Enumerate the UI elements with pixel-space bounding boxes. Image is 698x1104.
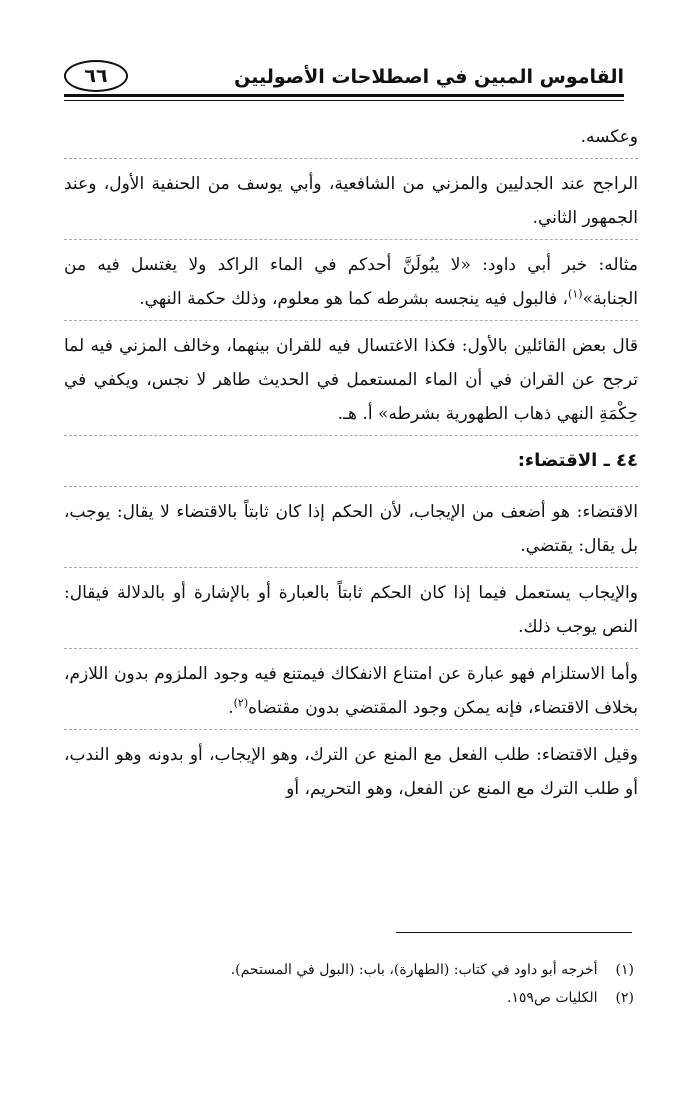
footnote-rule bbox=[396, 932, 632, 933]
footnote-marker[interactable]: (١) bbox=[568, 287, 583, 301]
footnote-text: أخرجه أبو داود في كتاب: (الطهارة)، باب: (البول في المستحم). bbox=[230, 962, 598, 978]
paragraph: قال بعض القائلين بالأول: فكذا الاغتسال فيه للقران بينهما، وخالف المزني فيه لما ترجح عن القران في أن الماء المستعمل في الحديث طاهر لا نجس، ويكفي في حِكْمَةِ النهي ذهاب الطهورية بشرطه» أ. هـ. bbox=[64, 336, 638, 424]
paragraph-text: ، فالبول فيه ينجسه بشرطه كما هو معلوم، وذلك حكمة النهي. bbox=[139, 289, 569, 309]
main-text bbox=[64, 120, 638, 810]
header-rule bbox=[64, 94, 624, 97]
page-number: ٦٦ bbox=[64, 60, 128, 92]
footnote-number: (٢) bbox=[615, 990, 634, 1006]
paragraph-separator bbox=[64, 435, 638, 436]
section-heading: ٤٤ ـ الاقتضاء: bbox=[517, 450, 638, 471]
paragraph: والإيجاب يستعمل فيما إذا كان الحكم ثابتاً بالعبارة أو بالإشارة أو بالدلالة فيقال: النص يوجب ذلك. bbox=[64, 583, 638, 637]
paragraph-separator bbox=[64, 648, 638, 649]
paragraph-separator bbox=[64, 239, 638, 240]
paragraph-separator bbox=[64, 320, 638, 321]
footnote-number: (١) bbox=[615, 962, 634, 978]
paragraph-separator bbox=[64, 158, 638, 159]
paragraph: الراجح عند الجدليين والمزني من الشافعية، وأبي يوسف من الحنفية الأول، وعند الجمهور الثاني. bbox=[64, 174, 638, 228]
paragraph: الاقتضاء: هو أضعف من الإيجاب، لأن الحكم إذا كان ثابتاً بالاقتضاء لا يقال: يوجب، بل يقال: يقتضي. bbox=[64, 502, 638, 556]
footnote-text: الكليات ص١٥٩. bbox=[506, 990, 598, 1006]
paragraph-separator bbox=[64, 729, 638, 730]
header-rule-thin bbox=[64, 100, 624, 101]
paragraph: وأما الاستلزام فهو عبارة عن امتناع الانفكاك فيمتنع فيه وجود الملزوم بدون اللازم، بخلاف الاقتضاء، فإنه يمكن وجود المقتضي بدون مقتضاه$^{(٢)}$. bbox=[64, 664, 638, 718]
paragraph-separator bbox=[64, 567, 638, 568]
paragraph-text: مثاله: خبر أبي داود: «لا يبُولَنَّ أحدكم في الماء الراكد ولا يغتسل فيه من الجنابة» bbox=[64, 255, 638, 309]
footnote-marker[interactable]: (٢) bbox=[233, 696, 249, 710]
footnote bbox=[60, 984, 634, 1012]
running-title: القاموس المبين في اصطلاحات الأصوليين bbox=[234, 66, 624, 88]
page-header bbox=[64, 58, 624, 92]
paragraph-text: وأما الاستلزام فهو عبارة عن امتناع الانفكاك فيمتنع فيه وجود الملزوم بدون اللازم، بخلاف الاقتضاء، فإنه يمكن وجود المقتضي بدون مقتضاه bbox=[64, 664, 638, 718]
footnotes bbox=[60, 956, 634, 1012]
paragraph: وعكسه. bbox=[580, 127, 638, 147]
paragraph-separator bbox=[64, 486, 638, 487]
paragraph bbox=[64, 248, 638, 316]
footnote bbox=[60, 956, 634, 984]
paragraph: وقيل الاقتضاء: طلب الفعل مع المنع عن الترك، وهو الإيجاب، أو بدونه وهو الندب، أو طلب الترك مع المنع عن الفعل، وهو التحريم، أو bbox=[64, 745, 638, 799]
